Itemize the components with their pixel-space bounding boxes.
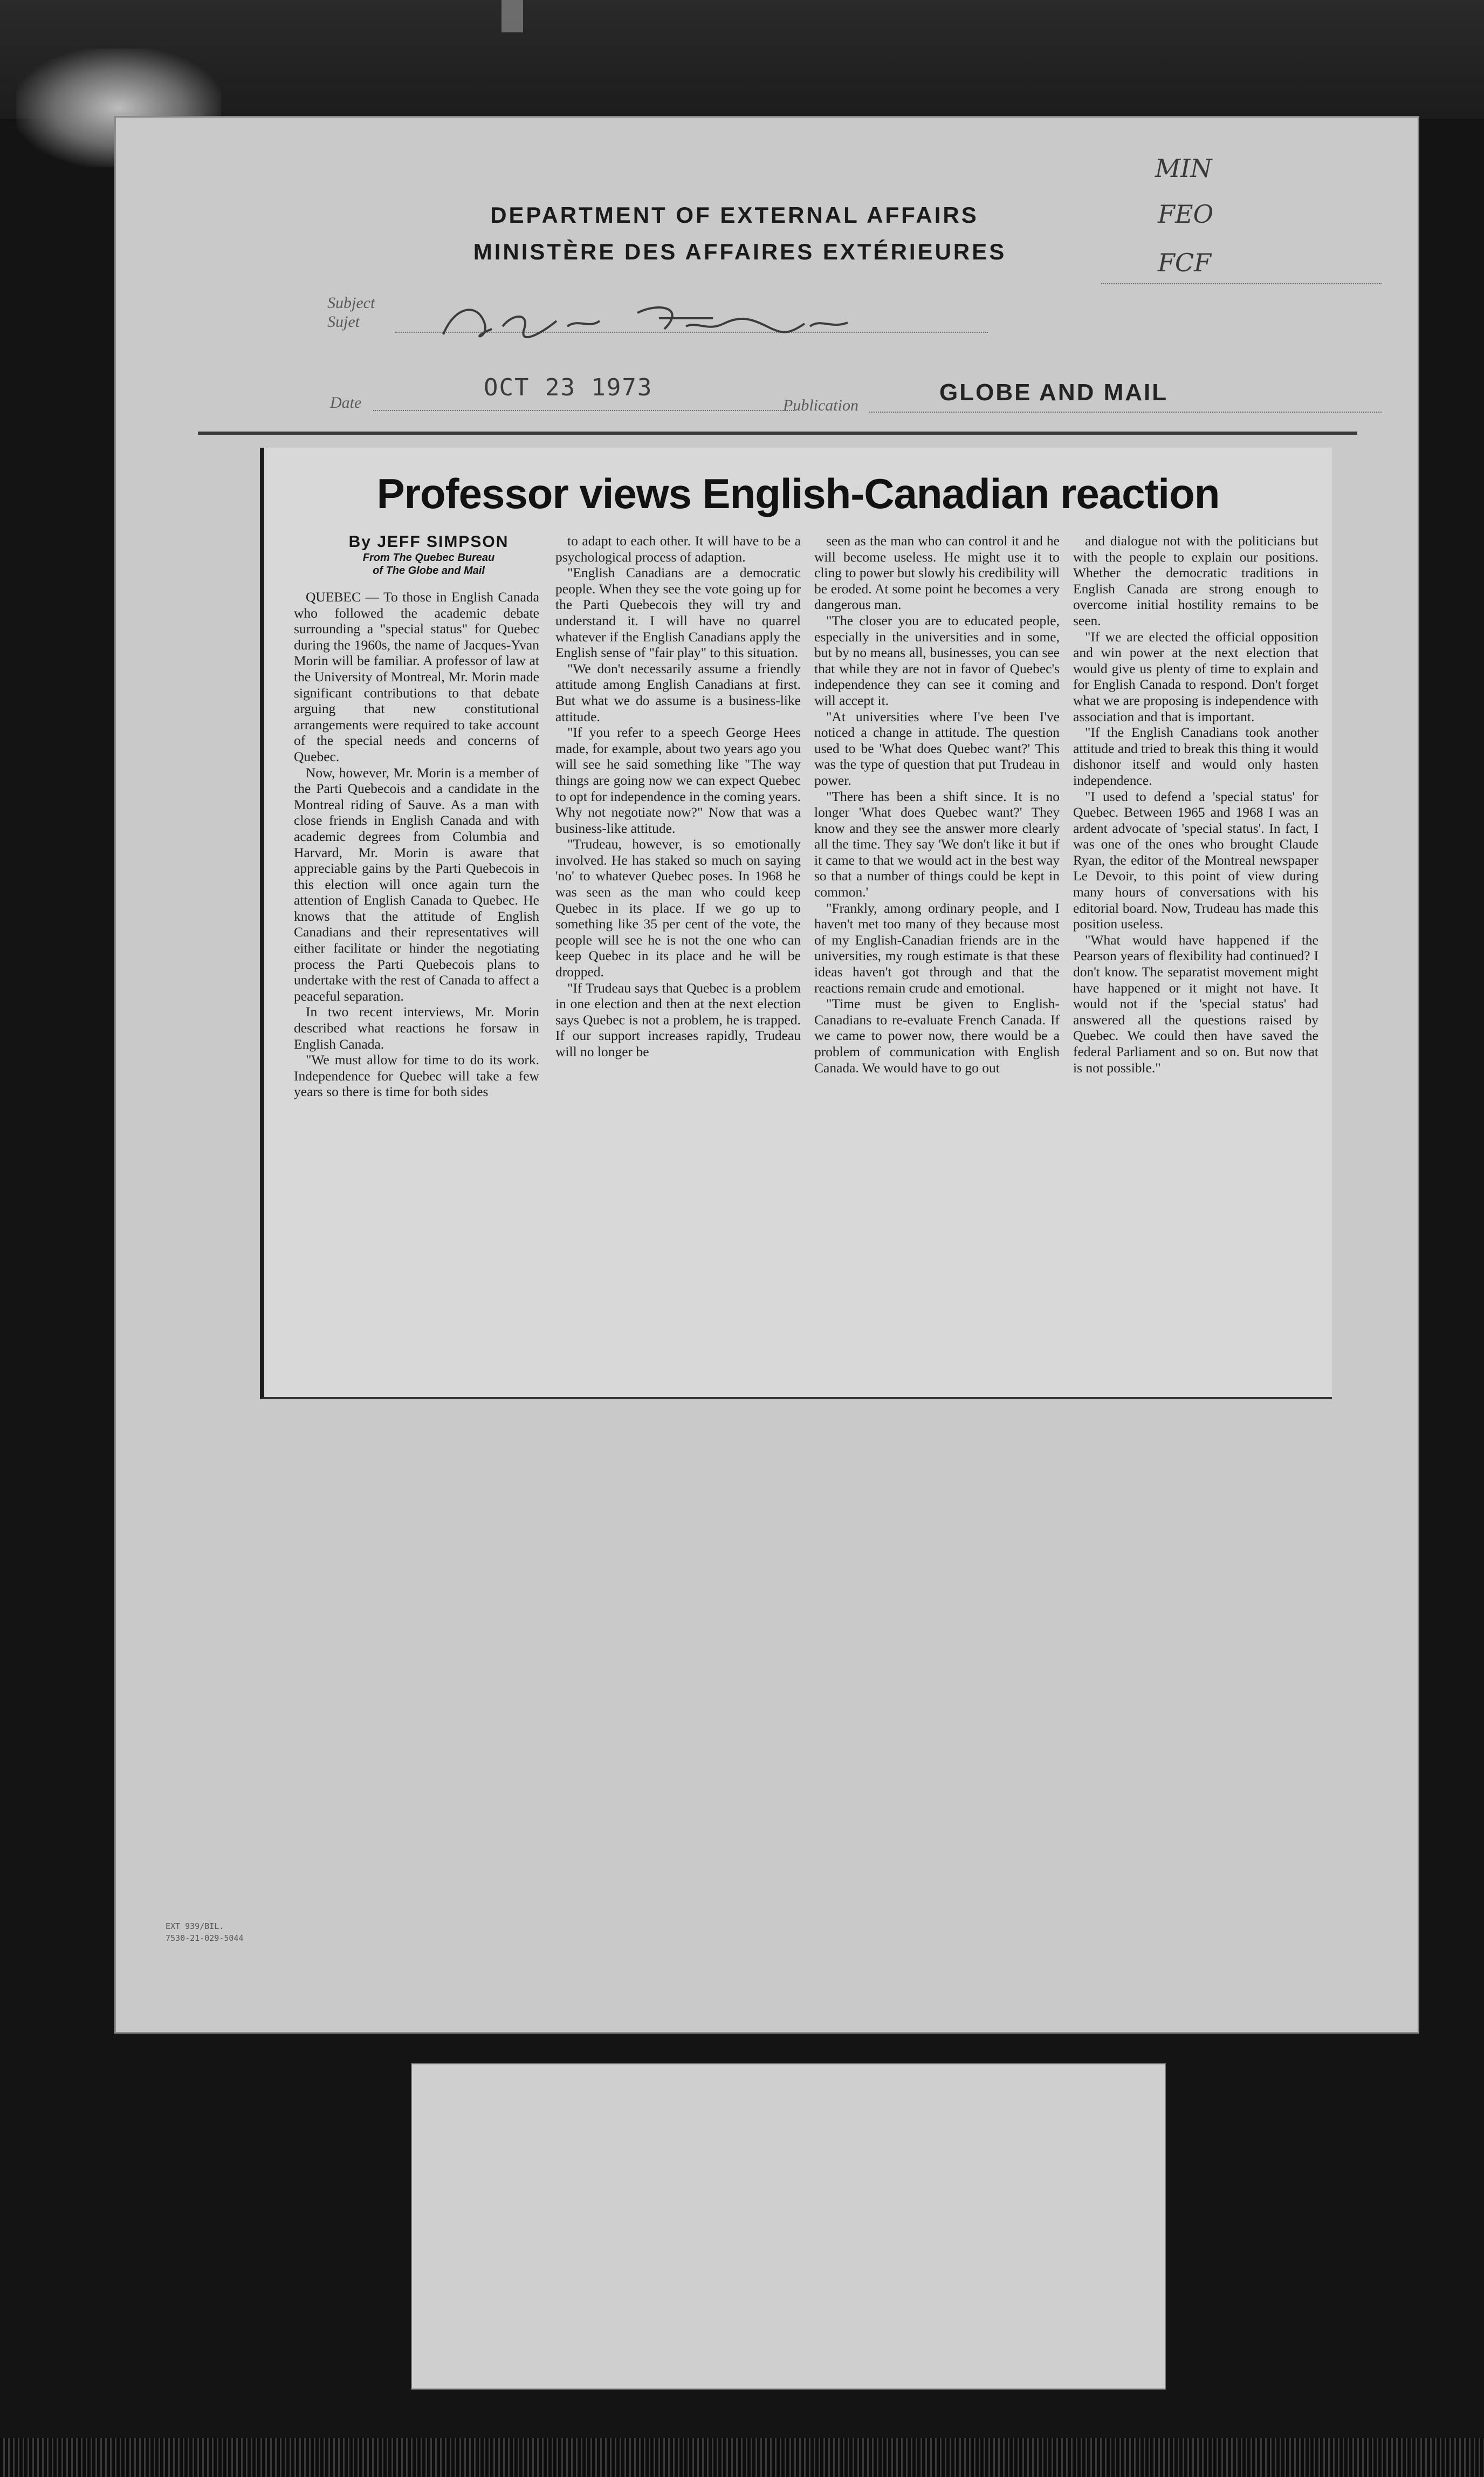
article-paragraph: "If we are elected the official opposition and win power at the next election that would give us plenty of time to explain and for English Canada to respond. Don't forget what we are proposing is independence with association and that is important. (1073, 628, 1318, 724)
article-column-2 (555, 533, 801, 1380)
article-column-1 (294, 589, 539, 1366)
article-paragraph: "Frankly, among ordinary people, and I haven't met too many of they because most of my English-Canadian friends are in the universities, my rough estimate is that these ideas haven't got through and that the reactions remain crude and emotional. (814, 900, 1060, 996)
article-paragraph: QUEBEC — To those in English Canada who followed the academic debate surrounding a "special status" for Quebec during the 1960s, the name of Jacques-Yvan Morin will be familiar. A professor of law at the University of Montreal, Mr. Morin made significant contributions to that debate arguing that new constitutional arrangements were required to take account of the special needs and concerns of Quebec. (294, 589, 539, 764)
byline-author: By JEFF SIMPSON (348, 533, 509, 551)
document-sheet (114, 116, 1419, 2034)
byline-bureau-2: of The Globe and Mail (373, 565, 485, 577)
scan-background (0, 0, 1484, 119)
date-stamp: OCT 23 1973 (484, 374, 653, 401)
form-code-line-1: EXT 939/BIL. (166, 1921, 224, 1931)
subject-label: Subject (327, 294, 375, 312)
article-paragraph: "We don't necessarily assume a friendly attitude among English Canadians at first. But what we do assume is a business-like attitude. (555, 660, 801, 724)
publication-name: GLOBE AND MAIL (939, 379, 1169, 406)
article-paragraph: to adapt to each other. It will have to be a psychological process of adaption. (555, 533, 801, 565)
article-paragraph: In two recent interviews, Mr. Morin described what reactions he forsaw in English Canada. (294, 1004, 539, 1052)
article-paragraph: "If the English Canadians took another attitude and tried to break this thing it would dishonor itself and would only hasten independence. (1073, 724, 1318, 788)
form-header (114, 116, 1419, 440)
article-byline (310, 533, 547, 577)
article-paragraph: "Trudeau, however, is so emotionally involved. He has staked so much on saying 'no' to whatever Quebec poses. In 1968 he was seen as the man who could keep Quebec in its place. If we go up to something like 35 per cent of the vote, the people will see he is not the one who can keep Quebec in its place and he will be dropped. (555, 836, 801, 980)
handwritten-subject-signature (432, 297, 918, 345)
article-paragraph: "There has been a shift since. It is no longer 'What does Quebec want?' They know and they see the answer more clearly all the time. They say 'We don't like it but if it came to that we would act in the best way so that a number of things could be kept in common.' (814, 788, 1060, 900)
publication-rule (869, 412, 1382, 413)
article-paragraph: "The closer you are to educated people, especially in the universities and in some, but by no means all, businesses, you can see that while they are not in favor of Quebec's independence they can see it coming and will accept it. (814, 612, 1060, 708)
notes-rule (1101, 283, 1382, 284)
article-paragraph: seen as the man who can control it and he will become useless. He might use it to cling to power but slowly his credibility will be eroded. At some point he becomes a very dangerous man. (814, 533, 1060, 613)
department-name-en: DEPARTMENT OF EXTERNAL AFFAIRS (490, 202, 979, 228)
article-paragraph: "If Trudeau says that Quebec is a problem in one election and then at the next election says Quebec is not a problem, he is trapped. If our support increases rapidly, Trudeau will no longer be (555, 980, 801, 1059)
article-headline: Professor views English-Canadian reaction (376, 470, 1220, 517)
article-paragraph: Now, however, Mr. Morin is a member of the Parti Quebecois and a candidate in the Montreal riding of Sauve. As a man with close friends in English Canada and with academic degrees from Columbia and Harvard, Mr. Morin is aware that appreciable gains by the Parti Quebecois in this election will once again turn the attention of English Canada to Quebec. He knows that the attitude of English Canadians and their representatives will either facilitate or hinder the negotiating process the Parti Quebecois plans to undertake with the rest of Canada to affect a peaceful separation. (294, 764, 539, 1004)
article-column-4 (1073, 533, 1318, 1380)
header-divider (198, 432, 1357, 435)
article-paragraph: "What would have happened if the Pearson years of flexibility had continued? I don't know. The separatist movement might have happened or it might not have. It would not if the 'special status' had answered all the questions raised by Quebec. We could then have saved the federal Parliament and so on. But now that is not possible." (1073, 932, 1318, 1076)
article-paragraph: "I used to defend a 'special status' for Quebec. Between 1965 and 1968 I was an ardent advocate of 'special status'. In fact, I was one of the ones who brought Claude Ryan, the editor of the Montreal newspaper Le Devoir, to this point of view during many hours of conversations with his editorial board. Now, Trudeau has made this position useless. (1073, 788, 1318, 932)
subject-label-fr: Sujet (327, 313, 360, 331)
article-paragraph: "Time must be given to English-Canadians to re-evaluate French Canada. If we came to power now, there would be a problem of communication with English Canada. We would have to go out (814, 996, 1060, 1076)
department-name-fr: MINISTÈRE DES AFFAIRES EXTÉRIEURES (473, 239, 1007, 264)
newspaper-clipping (260, 448, 1332, 1399)
date-rule (373, 410, 794, 411)
article-paragraph: "If you refer to a speech George Hees made, for example, about two years ago you will see he said something like "The way things are going now we can expect Quebec to opt for independence in the coming years. Why not negotiate now?" Now that was a business-like attitude. (555, 724, 801, 836)
publication-label: Publication (783, 396, 858, 414)
article-paragraph: "We must allow for time to do its work. Independence for Quebec will take a few years so there is time for both sides (294, 1052, 539, 1100)
article-paragraph: and dialogue not with the politicians but with the people to explain our positions. Whether the democratic traditions in English Canada are strong enough to overcome initial hostility remains to be seen. (1073, 533, 1318, 628)
scan-glare-small (501, 0, 523, 32)
article-paragraph: "English Canadians are a democratic people. When they see the vote going up for the Parti Quebecois they will try and understand it. I will have no quarrel whatever if the English Canadians apply the English sense of "fair play" to this situation. (555, 565, 801, 661)
article-paragraph: "At universities where I've been I've noticed a change in attitude. The question used to be 'What does Quebec want?' This was the type of question that put Trudeau in power. (814, 708, 1060, 788)
byline-bureau-1: From The Quebec Bureau (362, 552, 495, 564)
blank-card (411, 2063, 1166, 2390)
form-code-line-2: 7530-21-029-5044 (166, 1933, 244, 1943)
article-column-3 (814, 533, 1060, 1380)
film-edge (0, 2438, 1484, 2477)
form-code (166, 1920, 244, 1944)
handwritten-note-1: MIN (1155, 154, 1212, 183)
date-label: Date (330, 394, 362, 412)
handwritten-note-3: FCF (1158, 248, 1212, 277)
handwritten-note-2: FEO (1158, 200, 1214, 229)
